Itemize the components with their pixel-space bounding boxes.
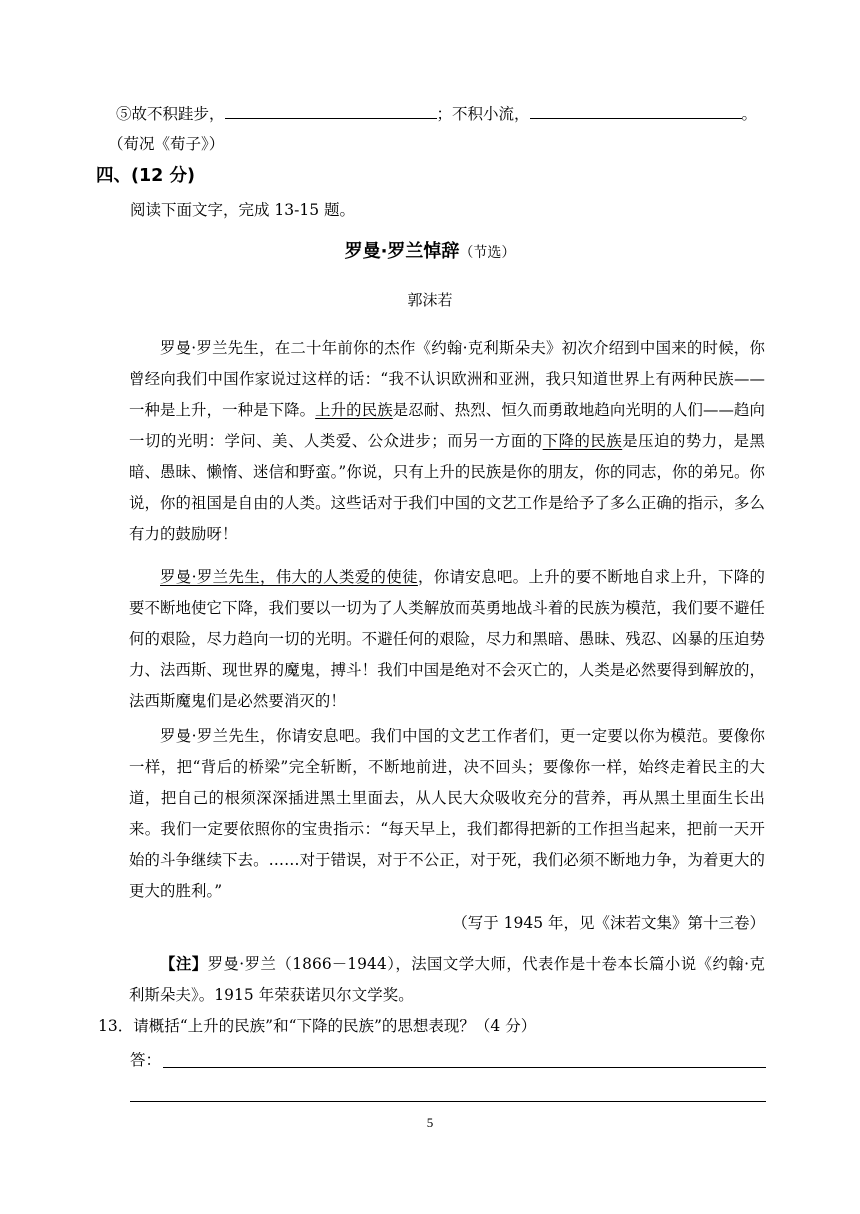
paragraph-2 (129, 562, 765, 717)
paragraph-1 (129, 333, 765, 550)
answer-line-2[interactable] (130, 1101, 766, 1102)
q5-source: （荀况《荀子》） (108, 135, 225, 153)
note-text: 罗曼·罗兰（1866－1944），法国文学大师，代表作是十卷本长篇小说《约翰·克利斯朵夫》。1915 年荣获诺贝尔文学奖。 (129, 955, 766, 1004)
p1-text-a: 罗曼·罗兰先生，在二十年前你的杰作《约翰·克利斯朵夫》初次介绍到中国来的时候，你曾经向我们中国作家说过这样的话：“我不认识欧洲和亚洲，我只知道世界上有两种民族——一种是上升，一种是下降。 (129, 339, 765, 419)
answer-line-1[interactable] (163, 1067, 766, 1068)
paragraph-3: 罗曼·罗兰先生，你请安息吧。我们中国的文艺工作者们，更一定要以你为模范。要像你一样，把“背后的桥梁”完全斩断，不断地前进，决不回头；要像你一样，始终走着民主的大道，把自己的根须深深插进黑土里面去，从人民大众吸收充分的营养，再从黑土里面生长出来。我们一定要依照你的宝贵指示：“每天早上，我们都得把新的工作担当起来，把前一天开始的斗争继续下去。……对于错误，对于不公正，对于死，我们必须不断地力争，为着更大的更大的胜利。” (129, 727, 765, 900)
q5-blank-1[interactable] (225, 102, 437, 119)
p2-text: ，你请安息吧。上升的要不断地自求上升，下降的要不断地使它下降，我们要以一切为了人类解放而英勇地战斗着的民族为模范，我们要不避任何的艰险，尽力趋向一切的光明。不避任何的艰险，尽力和黑暗、愚昧、残忍、凶暴的压迫势力、法西斯、现世界的魔鬼，搏斗！我们中国是绝对不会灭亡的，人类是必然要得到解放的，法西斯魔鬼们是必然要消灭的！ (129, 568, 766, 710)
p1-underline-falling: 下降的民族 (542, 432, 623, 450)
article-source: （写于 1945 年，见《沫若文集》第十三卷） (452, 914, 765, 932)
question-13: 13．请概括“上升的民族”和“下降的民族”的思想表现？（4 分） (98, 1017, 537, 1035)
p2-underline-apostle: 罗曼·罗兰先生，伟大的人类爱的使徒 (160, 568, 418, 586)
q5-mid: ；不积小流， (436, 105, 530, 123)
answer-label: 答： (130, 1051, 162, 1069)
p1-text-c: 是压迫的势力，是黑暗、愚昧、懒惰、迷信和野蛮。”你说，只有上升的民族是你的朋友，你的同志，你的弟兄。你说，你的祖国是自由的人类。这些话对于我们中国的文艺工作是给予了多么正确的指示，多么有力的鼓励呀！ (129, 432, 765, 543)
p1-text-b: 是忍耐、热烈、恒久而勇敢地趋向光明的人们——趋向一切的光明：学问、美、人类爱、公众进步；而另一方面的 (129, 401, 765, 450)
page-number: 5 (426, 1115, 434, 1130)
q5-lead: ⑤故不积跬步， (116, 105, 225, 123)
article-note (129, 949, 765, 1011)
article-author: 郭沫若 (407, 291, 453, 309)
q5-blank-2[interactable] (530, 102, 742, 119)
article-title-line (0, 242, 860, 263)
section-heading: 四、(12 分) (96, 166, 195, 186)
q5-end: 。 (741, 105, 758, 123)
p1-underline-rising: 上升的民族 (315, 401, 393, 419)
note-label: 【注】 (160, 955, 208, 973)
question-5-line (116, 102, 757, 124)
section-instruction: 阅读下面文字，完成 13-15 题。 (130, 201, 356, 219)
article-title: 罗曼·罗兰悼辞 (344, 241, 460, 262)
article-title-note: （节选） (459, 245, 516, 261)
